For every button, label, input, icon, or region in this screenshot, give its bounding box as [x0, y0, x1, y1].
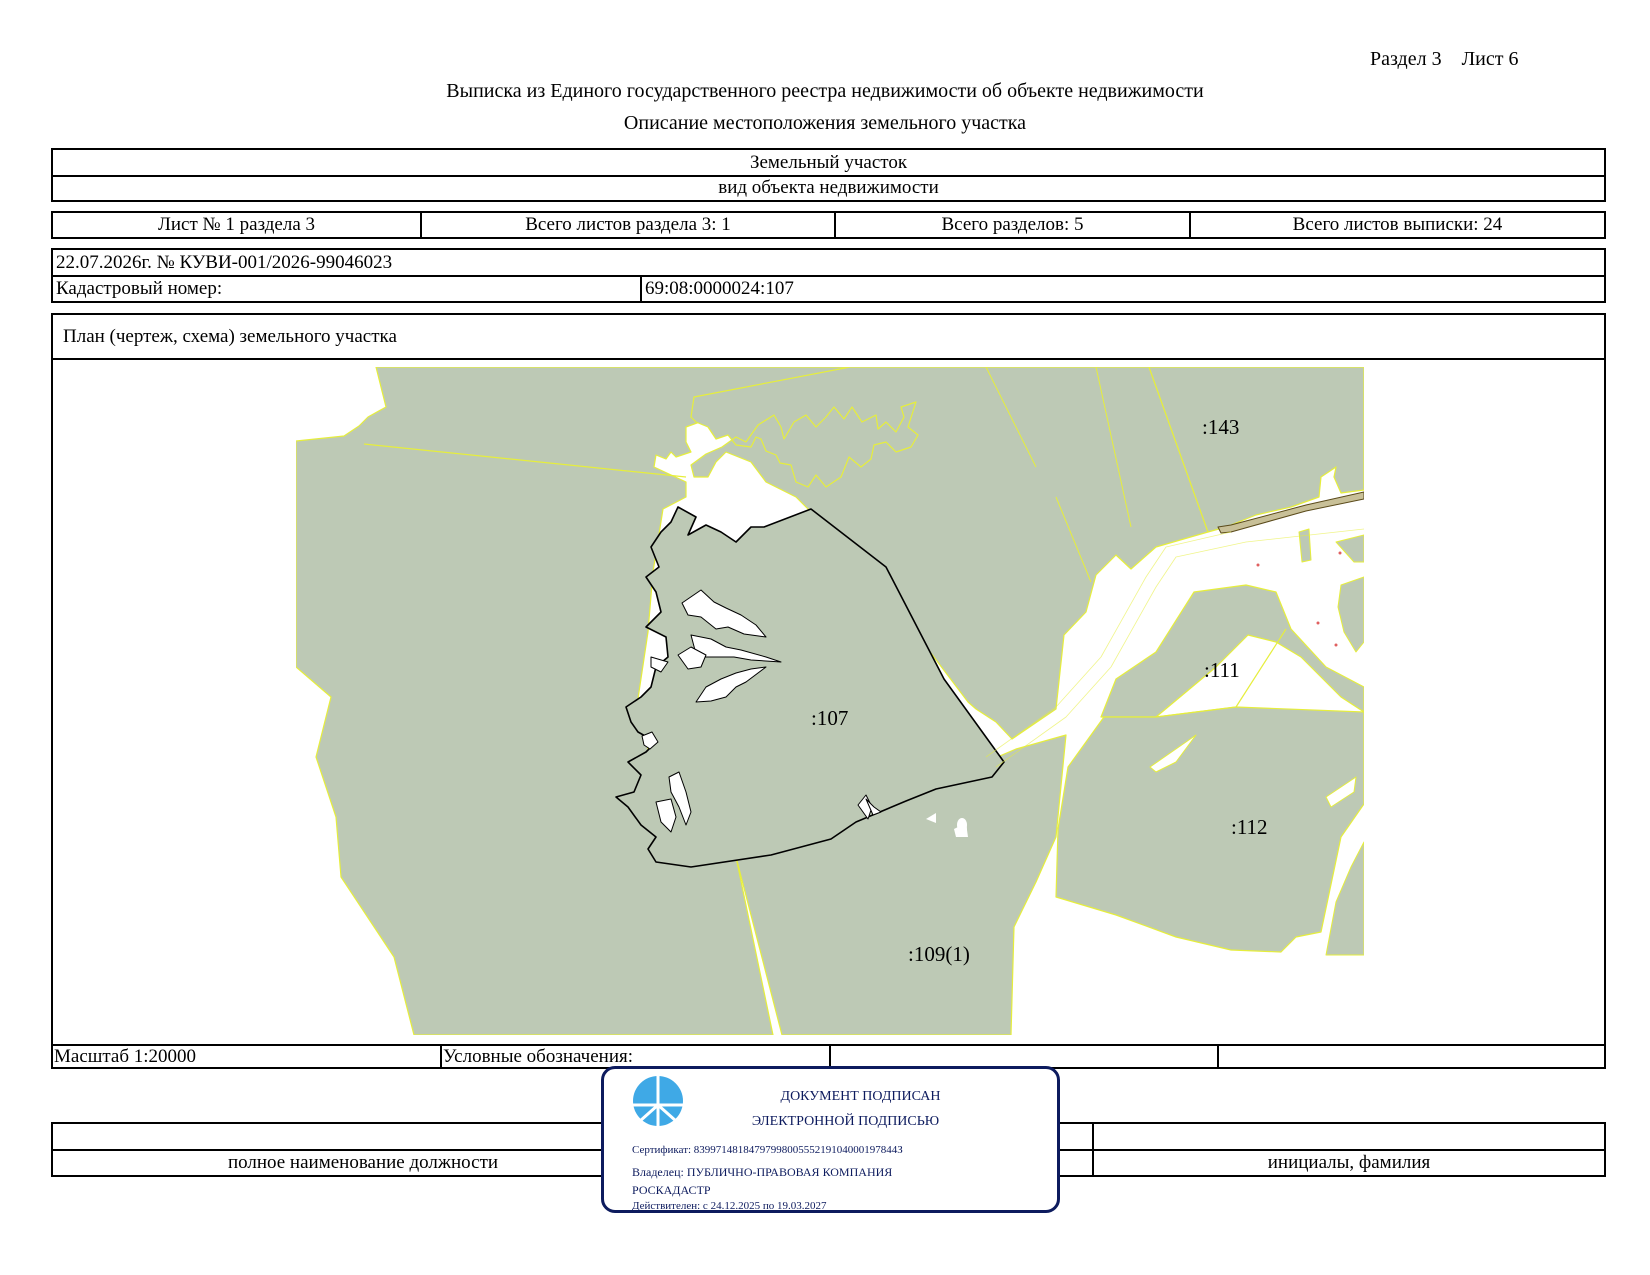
cadastral-map	[296, 367, 1364, 1035]
stamp-owner-2: РОСКАДАСТР	[632, 1183, 711, 1197]
stamp-owner-1: Владелец: ПУБЛИЧНО-ПРАВОВАЯ КОМПАНИЯ	[632, 1165, 893, 1179]
marker	[1257, 564, 1260, 567]
marker	[1317, 622, 1320, 625]
stamp-certificate: Сертификат: 8399714818479799800555219104000197844З	[632, 1144, 903, 1156]
stamp-line-1: ДОКУМЕНТ ПОДПИСАН	[780, 1089, 941, 1104]
document-title: Выписка из Единого государственного реестра недвижимости об объекте недвижимости	[446, 80, 1204, 102]
position-caption: полное наименование должности	[227, 1151, 499, 1173]
parcel-east-small	[1338, 577, 1364, 652]
stamp-line-2: ЭЛЕКТРОННОЙ ПОДПИСЬЮ	[751, 1114, 940, 1129]
parcel-label-107: :107	[811, 706, 849, 730]
marker	[1339, 552, 1342, 555]
total-sheets-extract: Всего листов выписки: 24	[1292, 214, 1503, 235]
legend-label: Условные обозначения:	[443, 1045, 634, 1067]
plan-title: План (чертеж, схема) земельного участка	[63, 326, 397, 347]
record-box	[51, 248, 1606, 303]
cadastral-label: Кадастровый номер:	[56, 277, 223, 299]
parcel-112	[1056, 707, 1364, 952]
cadastral-value: 69:08:0000024:107	[645, 277, 794, 299]
divider	[1217, 1046, 1219, 1067]
parcel-label-143: :143	[1202, 415, 1240, 439]
marker	[1335, 644, 1338, 647]
parcel-111	[1101, 585, 1364, 717]
scale-label: Масштаб 1:20000	[54, 1045, 197, 1067]
sheet-info-row	[51, 211, 1606, 239]
stamp-valid: Действителен: с 24.12.2025 по 19.03.2027	[632, 1200, 827, 1212]
total-sections: Всего разделов: 5	[941, 214, 1084, 235]
parcel-label-111: :111	[1204, 658, 1240, 682]
name-caption: инициалы, фамилия	[1267, 1151, 1431, 1173]
total-sheets-section: Всего листов раздела 3: 1	[525, 214, 731, 235]
object-type-value: Земельный участок	[749, 152, 908, 173]
e-signature-stamp	[601, 1066, 1060, 1213]
divider	[440, 1046, 442, 1067]
document-subtitle: Описание местоположения земельного участка	[623, 112, 1027, 134]
parcel-label-109: :109(1)	[908, 942, 970, 966]
divider	[640, 276, 642, 301]
sheet-number: Лист № 1 раздела 3	[157, 214, 316, 235]
divider	[829, 1046, 831, 1067]
section-sheet-label: Раздел 3 Лист 6	[1370, 48, 1519, 70]
divider	[53, 358, 1604, 360]
parcel-label-112: :112	[1231, 815, 1268, 839]
object-type-caption: вид объекта недвижимости	[718, 177, 939, 198]
date-number: 22.07.2026г. № КУВИ-001/2026-99046023	[56, 252, 393, 273]
object-type-box	[51, 148, 1606, 202]
road-bit	[1336, 535, 1364, 562]
road-bit	[1299, 529, 1311, 562]
